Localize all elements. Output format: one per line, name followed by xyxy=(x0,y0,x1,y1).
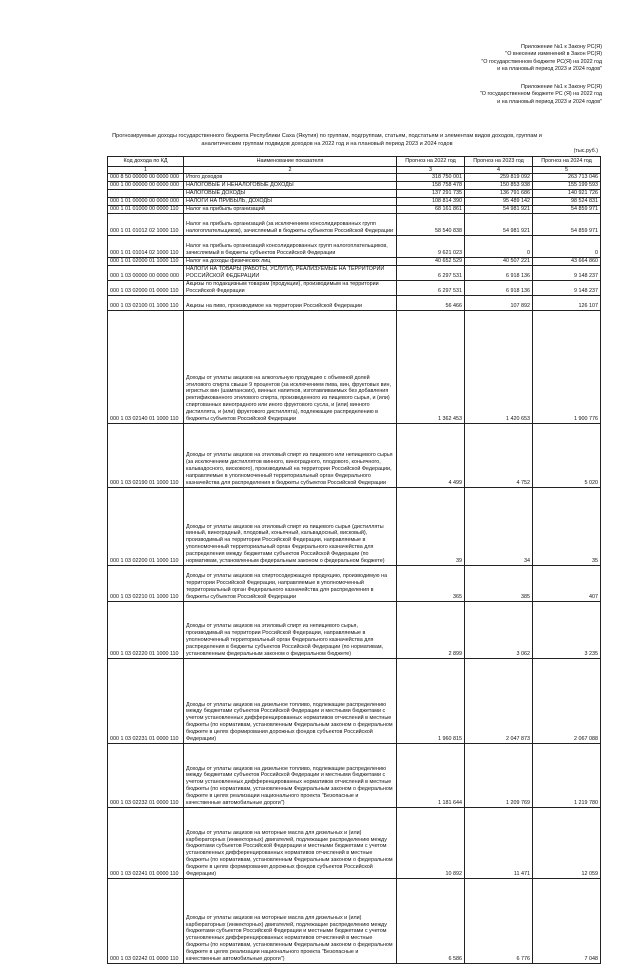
table-row xyxy=(108,258,601,266)
indicator-name: Доходы от уплаты акцизов на моторные масла для дизельных и (или) карбюраторных (инжекторных) двигателей, подлежащие распределению между бюджетами субъектов Российской Федерации и местными бюджетами с учетом установленных дифференцированных нормативов отчислений в местные бюджеты (по нормативам, установленным Федеральным законом о федеральном бюджете в целях формирования дорожных фондов субъектов Российской Федерации) xyxy=(184,808,397,879)
table-body xyxy=(108,174,601,964)
forecast-2022: 56 466 xyxy=(397,296,465,311)
indicator-name: Доходы от уплаты акцизов на дизельное топливо, подлежащие распределению между бюджетами субъектов Российской Федерации и местными бюджетами с учетом установленных дифференцированных нормативов отчислений в местные бюджеты (по нормативам, установленным Федеральным законом о федеральном бюджете в целях формирования дорожных фондов субъектов Российской Федерации) xyxy=(184,659,397,744)
indicator-name: Итого доходов xyxy=(184,174,397,182)
revenue-code: 000 1 03 02000 01 0000 110 xyxy=(108,281,184,296)
revenue-code: 000 1 00 00000 00 0000 000 xyxy=(108,182,184,190)
forecast-2022: 40 652 529 xyxy=(397,258,465,266)
note-line: "О внесении изменений в Закон РС(Я) xyxy=(505,51,602,58)
forecast-2023: 0 xyxy=(465,236,533,258)
indicator-name: Доходы от уплаты акцизов на спиртосодержащую продукцию, производимую на территории Российской Федерации, направляемые в уполномоченный территориальный орган Федерального казначейства для распределения в бюджеты субъектов Российской Федерации xyxy=(184,566,397,602)
column-number: 2 xyxy=(184,167,397,174)
column-header-2023: Прогноз на 2023 год xyxy=(465,157,533,167)
table-row xyxy=(108,281,601,296)
table-row xyxy=(108,182,601,190)
revenue-code: 000 1 03 02220 01 1000 110 xyxy=(108,602,184,659)
forecast-2023: 34 xyxy=(465,488,533,566)
forecast-2022: 4 499 xyxy=(397,424,465,488)
table-row xyxy=(108,488,601,566)
forecast-2024: 155 199 593 xyxy=(533,182,601,190)
revenue-code: 000 1 01 00000 00 0000 000 xyxy=(108,198,184,206)
forecast-2024: 0 xyxy=(533,236,601,258)
forecast-2023: 385 xyxy=(465,566,533,602)
forecast-2024: 407 xyxy=(533,566,601,602)
forecast-2022: 6 586 xyxy=(397,879,465,964)
indicator-name: Доходы от уплаты акцизов на этиловый спирт из пищевого сырья (дистилляты винный, виноградный, плодовый, коньячный, кальвадосный, висковый), производимый на территории Российской Федерации, направляемые в уполномоченный территориальный орган Федерального казначейства для распределения между бюджетами субъектов Российской Федерации (по нормативам, установленным федеральным законом о федеральном бюджете) xyxy=(184,488,397,566)
forecast-2024: 3 235 xyxy=(533,602,601,659)
forecast-2022: 158 758 478 xyxy=(397,182,465,190)
forecast-2024: 54 859 971 xyxy=(533,214,601,236)
forecast-2022: 137 291 735 xyxy=(397,190,465,198)
revenue-code: 000 1 01 01000 00 0000 110 xyxy=(108,206,184,214)
indicator-name: НАЛОГИ НА ТОВАРЫ (РАБОТЫ, УСЛУГИ), РЕАЛИЗУЕМЫЕ НА ТЕРРИТОРИИ РОССИЙСКОЙ ФЕДЕРАЦИИ xyxy=(184,266,397,281)
forecast-2022: 365 xyxy=(397,566,465,602)
forecast-2024: 9 148 237 xyxy=(533,266,601,281)
note-line: Приложение №1 к Закону РС(Я) xyxy=(520,84,602,90)
revenue-code: 000 1 01 01014 02 1000 110 xyxy=(108,236,184,258)
forecast-2024: 1 219 780 xyxy=(533,744,601,808)
forecast-2024: 2 067 088 xyxy=(533,659,601,744)
table-row xyxy=(108,659,601,744)
unit-label: (тыс.руб.) xyxy=(573,148,598,154)
forecast-2022: 58 540 838 xyxy=(397,214,465,236)
table-row xyxy=(108,602,601,659)
appendix-note-amending-law xyxy=(481,44,602,74)
note-line: и на плановый период 2023 и 2024 годов" xyxy=(497,98,602,105)
column-number: 5 xyxy=(533,167,601,174)
table-row xyxy=(108,236,601,258)
table-row xyxy=(108,296,601,311)
forecast-2024: 126 107 xyxy=(533,296,601,311)
indicator-name: НАЛОГОВЫЕ И НЕНАЛОГОВЫЕ ДОХОДЫ xyxy=(184,182,397,190)
indicator-name: Налог на прибыль организаций (за исключением консолидированных групп налогоплательщиков), зачисляемый в бюджеты субъектов Российской Федерации xyxy=(184,214,397,236)
forecast-2023: 150 853 938 xyxy=(465,182,533,190)
forecast-2023: 2 047 873 xyxy=(465,659,533,744)
forecast-2023: 54 981 921 xyxy=(465,214,533,236)
forecast-2024: 9 148 237 xyxy=(533,281,601,296)
forecast-2023: 1 420 653 xyxy=(465,311,533,424)
table-row xyxy=(108,190,601,198)
forecast-2023: 11 471 xyxy=(465,808,533,879)
forecast-2023: 3 062 xyxy=(465,602,533,659)
forecast-2024: 54 859 971 xyxy=(533,206,601,214)
revenue-code: 000 1 03 02200 01 1000 110 xyxy=(108,488,184,566)
revenue-code: 000 1 03 02140 01 1000 110 xyxy=(108,311,184,424)
forecast-2024: 12 059 xyxy=(533,808,601,879)
forecast-2022: 6 297 531 xyxy=(397,266,465,281)
revenue-code: 000 1 01 01012 02 1000 110 xyxy=(108,214,184,236)
table-row xyxy=(108,198,601,206)
indicator-name: Доходы от уплаты акцизов на этиловый спирт из непищевого сырья, производимый на территории Российской Федерации, направляемые в уполномоченный территориальный орган Федерального казначейства для распределения в бюджеты субъектов Российской Федерации (по нормативам, установленным федеральным законом о федеральном бюджете) xyxy=(184,602,397,659)
column-header-name: Наименование показателя xyxy=(184,157,397,167)
indicator-name: Акцизы на пиво, производимое на территории Российской Федерации xyxy=(184,296,397,311)
indicator-name: Доходы от уплаты акцизов на моторные масла для дизельных и (или) карбюраторных (инжекторных) двигателей, подлежащие распределению между бюджетами субъектов Российской Федерации и местными бюджетами с учетом установленных дифференцированных нормативов отчислений в местные бюджеты (по нормативам, установленным Федеральным законом о федеральном бюджете в целях реализации национального проекта "Безопасные и качественные автомобильные дороги") xyxy=(184,879,397,964)
document-title: Прогнозируемые доходы государственного бюджета Республики Саха (Якутия) по группам, подгруппам, статьям, подстатьям и элементам видов доходов, группам и аналитическим группам подвидов доходов на 2022 год и на плановый период 2023 и 2024 годов xyxy=(112,133,542,147)
forecast-2022: 6 297 531 xyxy=(397,281,465,296)
forecast-2023: 6 918 136 xyxy=(465,266,533,281)
note-line: и на плановый период 2023 и 2024 годов" xyxy=(497,66,602,73)
forecast-2023: 54 981 921 xyxy=(465,206,533,214)
table-header-row xyxy=(108,157,601,167)
table-row xyxy=(108,174,601,182)
forecast-2022: 1 960 815 xyxy=(397,659,465,744)
column-header-2024: Прогноз на 2024 год xyxy=(533,157,601,167)
revenue-code: 000 1 03 02100 01 1000 110 xyxy=(108,296,184,311)
indicator-name: Доходы от уплаты акцизов на дизельное топливо, подлежащие распределению между бюджетами субъектов Российской Федерации и местными бюджетами с учетом установленных дифференцированных нормативов отчислений в местные бюджеты (по нормативам, установленным Федеральным законом о федеральном бюджете в целях реализации национального проекта "Безопасные и качественные автомобильные дороги") xyxy=(184,744,397,808)
table-row xyxy=(108,566,601,602)
forecast-2023: 107 892 xyxy=(465,296,533,311)
forecast-2023: 95 489 142 xyxy=(465,198,533,206)
table-row xyxy=(108,424,601,488)
column-header-2022: Прогноз на 2022 год xyxy=(397,157,465,167)
column-number: 1 xyxy=(108,167,184,174)
revenue-table xyxy=(107,156,601,964)
forecast-2024: 263 713 046 xyxy=(533,174,601,182)
table-row xyxy=(108,311,601,424)
forecast-2022: 1 181 644 xyxy=(397,744,465,808)
forecast-2024: 7 048 xyxy=(533,879,601,964)
column-number-row xyxy=(108,167,601,174)
forecast-2022: 9 621 023 xyxy=(397,236,465,258)
forecast-2023: 40 507 221 xyxy=(465,258,533,266)
note-line: "О государственном бюджете РС(Я) на 2022 год xyxy=(481,58,602,65)
note-line: "О государственном бюджете РС (Я) на 2022 год xyxy=(479,91,602,98)
revenue-code: 000 1 03 02241 01 0000 110 xyxy=(108,808,184,879)
forecast-2024: 5 020 xyxy=(533,424,601,488)
forecast-2024: 1 900 776 xyxy=(533,311,601,424)
note-line: Приложение №1 к Закону РС(Я) xyxy=(520,44,602,50)
forecast-2023: 4 752 xyxy=(465,424,533,488)
revenue-code: 000 1 03 02231 01 0000 110 xyxy=(108,659,184,744)
indicator-name: Акцизы по подакцизным товарам (продукции), производимым на территории Российской Федерации xyxy=(184,281,397,296)
revenue-code: 000 1 01 02000 01 1000 110 xyxy=(108,258,184,266)
indicator-name: Налог на прибыль организаций консолидированных групп налогоплательщиков, зачисляемый в бюджеты субъектов Российской Федерации xyxy=(184,236,397,258)
indicator-name: Налог на доходы физических лиц xyxy=(184,258,397,266)
indicator-name: НАЛОГИ НА ПРИБЫЛЬ, ДОХОДЫ xyxy=(184,198,397,206)
revenue-code: 000 1 03 00000 00 0000 000 xyxy=(108,266,184,281)
table-row xyxy=(108,879,601,964)
revenue-code xyxy=(108,190,184,198)
table-row xyxy=(108,214,601,236)
forecast-2024: 98 524 831 xyxy=(533,198,601,206)
indicator-name: Налог на прибыль организаций xyxy=(184,206,397,214)
forecast-2024: 140 921 726 xyxy=(533,190,601,198)
table-row xyxy=(108,206,601,214)
indicator-name: НАЛОГОВЫЕ ДОХОДЫ xyxy=(184,190,397,198)
forecast-2024: 43 664 860 xyxy=(533,258,601,266)
forecast-2023: 136 791 686 xyxy=(465,190,533,198)
revenue-code: 000 1 03 02190 01 1000 110 xyxy=(108,424,184,488)
forecast-2023: 1 209 769 xyxy=(465,744,533,808)
forecast-2024: 35 xyxy=(533,488,601,566)
revenue-code: 000 1 03 02232 01 0000 110 xyxy=(108,744,184,808)
table-row xyxy=(108,744,601,808)
indicator-name: Доходы от уплаты акцизов на этиловый спирт из пищевого или непищевого сырья (за исключением дистиллятов винного, виноградного, плодового, коньячного, кальвадосного, вискового), производимый на территории Российской Федерации, направляемые в уполномоченный территориальный орган Федерального казначейства для распределения в бюджеты субъектов Российской Федерации xyxy=(184,424,397,488)
forecast-2023: 6 776 xyxy=(465,879,533,964)
forecast-2022: 2 899 xyxy=(397,602,465,659)
revenue-code: 000 1 03 02210 01 1000 110 xyxy=(108,566,184,602)
indicator-name: Доходы от уплаты акцизов на алкогольную продукцию с объемной долей этилового спирта свыше 9 процентов (за исключением пива, вин, фруктовых вин, игристых вин (шампанских), винных напитков, изготавливаемых без добавления ректификованного этилового спирта, произведенного из пищевого сырья, и (или) спиртованных виноградного или иного фруктового сусла, и (или) винного дистиллята, и (или) фруктового дистиллята), подлежащие распределению в бюджеты субъектов Российской Федерации xyxy=(184,311,397,424)
revenue-code: 000 1 03 02242 01 0000 110 xyxy=(108,879,184,964)
forecast-2022: 1 362 453 xyxy=(397,311,465,424)
column-number: 3 xyxy=(397,167,465,174)
table-row xyxy=(108,266,601,281)
forecast-2022: 10 892 xyxy=(397,808,465,879)
appendix-note-budget-law xyxy=(480,84,602,106)
revenue-code: 000 8 50 00000 00 0000 000 xyxy=(108,174,184,182)
table-row xyxy=(108,808,601,879)
forecast-2023: 259 819 092 xyxy=(465,174,533,182)
column-number: 4 xyxy=(465,167,533,174)
forecast-2022: 318 750 001 xyxy=(397,174,465,182)
forecast-2022: 108 814 390 xyxy=(397,198,465,206)
forecast-2022: 68 161 861 xyxy=(397,206,465,214)
forecast-2022: 39 xyxy=(397,488,465,566)
forecast-2023: 6 918 136 xyxy=(465,281,533,296)
column-header-code: Код дохода по КД xyxy=(108,157,184,167)
